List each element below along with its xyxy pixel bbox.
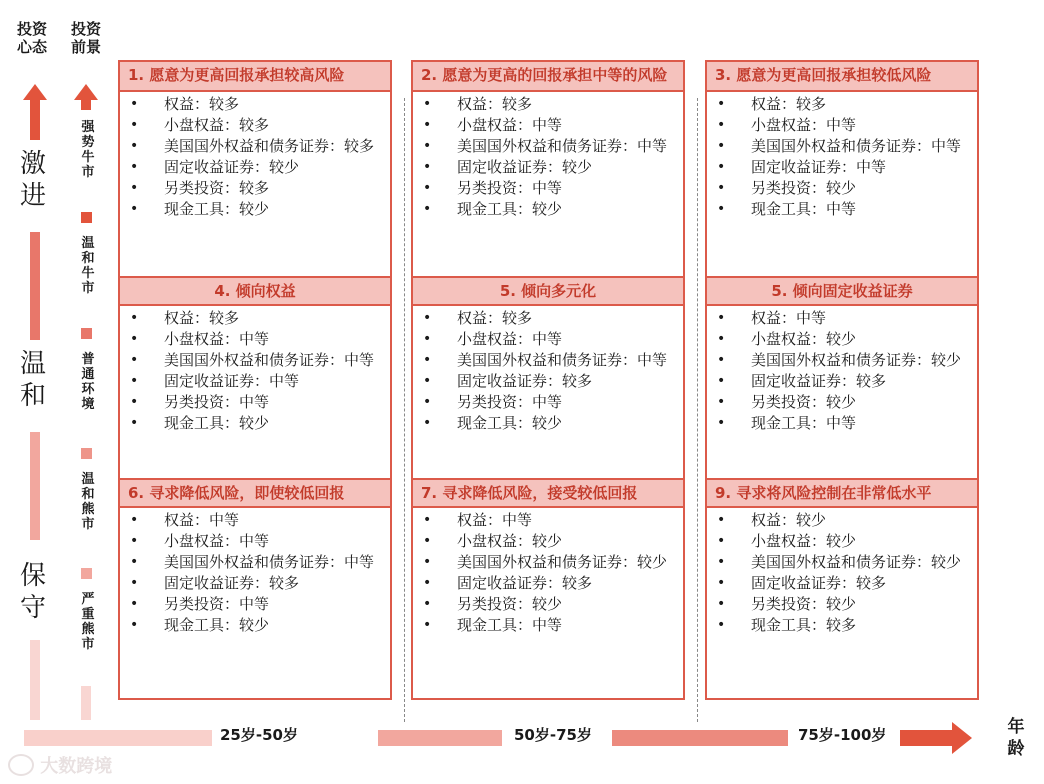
allocation-list-1-1 — [421, 308, 679, 434]
column-middle — [411, 60, 685, 700]
age-label-1: 25岁-50岁 — [220, 726, 298, 744]
allocation-item: • 美国国外权益和债务证券：中等 — [421, 350, 679, 371]
outlook-level-severe-bear: 严 重 熊 市 — [81, 592, 95, 652]
watermark-text: 大数跨境 — [40, 756, 113, 777]
cell-title-2-0: 3. 愿意为更高回报承担较低风险 — [707, 62, 977, 92]
allocation-item: • 权益：中等 — [128, 510, 386, 531]
allocation-item: • 固定收益证券：中等 — [128, 371, 386, 392]
allocation-list-0-0 — [128, 94, 386, 220]
cell-title-0-2: 6. 寻求降低风险，即使较低回报 — [120, 478, 390, 508]
age-label-3: 75岁-100岁 — [798, 726, 887, 744]
allocation-item: • 小盘权益：中等 — [128, 531, 386, 552]
mindset-header-line2: 心态 — [16, 38, 47, 56]
mindset-level-aggressive: 激 — [19, 149, 46, 179]
cell-title-0-0: 1. 愿意为更高回报承担较高风险 — [120, 62, 390, 92]
outlook-bar-1 — [81, 100, 91, 110]
allocation-item: • 固定收益证券：较多 — [715, 573, 973, 594]
outlook-marker-4 — [81, 448, 92, 459]
age-band-1 — [24, 730, 212, 746]
age-arrow-right-icon — [952, 722, 972, 754]
age-axis-label-line1: 年 — [1007, 717, 1025, 737]
age-band-4 — [900, 730, 954, 746]
allocation-item: • 固定收益证券：较多 — [421, 573, 679, 594]
mindset-level-moderate: 温 — [19, 349, 46, 379]
allocation-item: • 现金工具：较少 — [128, 199, 386, 220]
age-band-2 — [378, 730, 502, 746]
allocation-item: • 另类投资：中等 — [421, 178, 679, 199]
outlook-level-mild-bull: 温 和 牛 市 — [81, 236, 95, 296]
allocation-list-1-0 — [421, 94, 679, 220]
allocation-item: • 小盘权益：较少 — [715, 329, 973, 350]
watermark-logo-icon — [8, 754, 34, 776]
allocation-item: • 现金工具：中等 — [421, 615, 679, 636]
allocation-list-2-2 — [715, 510, 973, 636]
allocation-item: • 现金工具：较少 — [421, 413, 679, 434]
allocation-item: • 权益：较多 — [715, 94, 973, 115]
outlook-level-mild-bear: 温 和 熊 市 — [81, 472, 95, 532]
allocation-item: • 现金工具：较少 — [128, 615, 386, 636]
outlook-header-line2: 前景 — [70, 38, 101, 56]
allocation-item: • 固定收益证券：较多 — [715, 371, 973, 392]
outlook-marker-2 — [81, 212, 92, 223]
allocation-item: • 权益：较多 — [128, 94, 386, 115]
allocation-list-2-0 — [715, 94, 973, 220]
cell-title-0-1: 4. 倾向权益 — [120, 276, 390, 306]
allocation-item: • 权益：较多 — [128, 308, 386, 329]
allocation-item: • 固定收益证券：较少 — [128, 157, 386, 178]
allocation-item: • 小盘权益：中等 — [421, 115, 679, 136]
allocation-item: • 固定收益证券：较多 — [421, 371, 679, 392]
mindset-level-conservative-2: 守 — [19, 593, 46, 623]
allocation-item: • 权益：较多 — [421, 308, 679, 329]
mindset-bar-3 — [30, 432, 40, 540]
allocation-item: • 另类投资：中等 — [128, 392, 386, 413]
allocation-item: • 固定收益证券：较少 — [421, 157, 679, 178]
mindset-arrow-up-icon — [23, 84, 47, 100]
allocation-item: • 现金工具：中等 — [715, 199, 973, 220]
allocation-item: • 权益：中等 — [715, 308, 973, 329]
cell-title-1-0: 2. 愿意为更高的回报承担中等的风险 — [413, 62, 683, 92]
mindset-bar-1 — [30, 100, 40, 140]
allocation-item: • 另类投资：较多 — [128, 178, 386, 199]
cell-title-1-2: 7. 寻求降低风险，接受较低回报 — [413, 478, 683, 508]
allocation-list-0-2 — [128, 510, 386, 636]
allocation-list-0-1 — [128, 308, 386, 434]
allocation-item: • 权益：中等 — [421, 510, 679, 531]
allocation-item: • 小盘权益：较多 — [128, 115, 386, 136]
outlook-marker-5 — [81, 568, 92, 579]
allocation-item: • 美国国外权益和债务证券：中等 — [128, 350, 386, 371]
allocation-item: • 美国国外权益和债务证券：较多 — [128, 136, 386, 157]
outlook-marker-3 — [81, 328, 92, 339]
age-axis-label — [996, 716, 1036, 760]
mindset-bar-2 — [30, 232, 40, 340]
allocation-item: • 权益：较少 — [715, 510, 973, 531]
allocation-item: • 权益：较多 — [421, 94, 679, 115]
cell-title-1-1: 5. 倾向多元化 — [413, 276, 683, 306]
outlook-bar-end — [81, 686, 91, 720]
age-label-2: 50岁-75岁 — [514, 726, 592, 744]
allocation-item: • 美国国外权益和债务证券：较少 — [715, 552, 973, 573]
mindset-level-aggressive-2: 进 — [19, 181, 46, 211]
allocation-item: • 美国国外权益和债务证券：中等 — [128, 552, 386, 573]
allocation-item: • 小盘权益：中等 — [715, 115, 973, 136]
allocation-item: • 固定收益证券：中等 — [715, 157, 973, 178]
divider-line-1 — [404, 98, 405, 722]
allocation-item: • 小盘权益：较少 — [421, 531, 679, 552]
allocation-item: • 另类投资：较少 — [715, 178, 973, 199]
allocation-item: • 另类投资：中等 — [128, 594, 386, 615]
allocation-list-2-1 — [715, 308, 973, 434]
column-young — [118, 60, 392, 700]
allocation-item: • 另类投资：较少 — [421, 594, 679, 615]
outlook-level-normal: 普 通 环 境 — [81, 352, 95, 412]
outlook-header-line1: 投资 — [70, 20, 101, 38]
column-senior — [705, 60, 979, 700]
allocation-item: • 现金工具：较多 — [715, 615, 973, 636]
cell-title-2-2: 9. 寻求将风险控制在非常低水平 — [707, 478, 977, 508]
allocation-item: • 美国国外权益和债务证券：中等 — [715, 136, 973, 157]
mindset-bar-4 — [30, 640, 40, 720]
mindset-header — [12, 20, 52, 56]
allocation-item: • 现金工具：较少 — [421, 199, 679, 220]
allocation-item: • 美国国外权益和债务证券：较少 — [715, 350, 973, 371]
outlook-level-strong-bull: 强 势 牛 市 — [81, 120, 95, 180]
mindset-header-line1: 投资 — [16, 20, 47, 38]
allocation-item: • 小盘权益：中等 — [421, 329, 679, 350]
cell-title-2-1: 5. 倾向固定收益证券 — [707, 276, 977, 306]
outlook-arrow-up-icon — [74, 84, 98, 100]
allocation-item: • 另类投资：较少 — [715, 594, 973, 615]
allocation-item: • 另类投资：中等 — [421, 392, 679, 413]
allocation-item: • 美国国外权益和债务证券：中等 — [421, 136, 679, 157]
allocation-item: • 小盘权益：中等 — [128, 329, 386, 350]
age-axis-label-line2: 龄 — [1007, 739, 1025, 759]
watermark — [8, 752, 112, 778]
divider-line-2 — [697, 98, 698, 722]
allocation-item: • 小盘权益：较少 — [715, 531, 973, 552]
allocation-list-1-2 — [421, 510, 679, 636]
outlook-header — [66, 20, 106, 56]
allocation-item: • 固定收益证券：较多 — [128, 573, 386, 594]
allocation-item: • 现金工具：中等 — [715, 413, 973, 434]
allocation-item: • 现金工具：较少 — [128, 413, 386, 434]
allocation-item: • 另类投资：较少 — [715, 392, 973, 413]
allocation-item: • 美国国外权益和债务证券：较少 — [421, 552, 679, 573]
mindset-level-conservative: 保 — [19, 561, 46, 591]
mindset-level-moderate-2: 和 — [19, 381, 46, 411]
age-band-3 — [612, 730, 788, 746]
